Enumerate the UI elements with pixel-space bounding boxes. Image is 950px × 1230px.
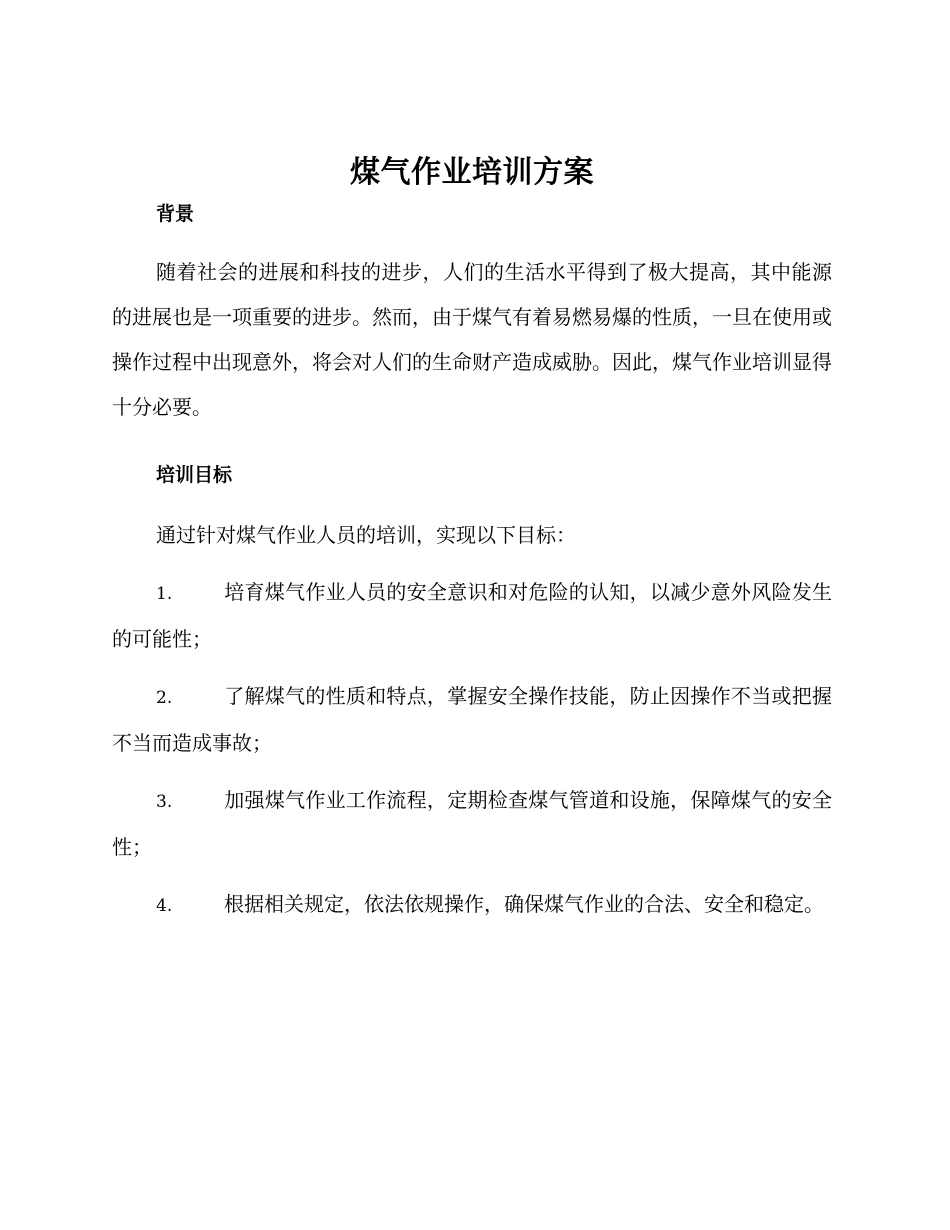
list-item-number: 3. xyxy=(156,792,173,812)
list-item-text: 培育煤气作业人员的安全意识和对危险的认知，以减少意外风险发生的可能性； xyxy=(112,580,832,651)
goals-intro-paragraph: 通过针对煤气作业人员的培训，实现以下目标： xyxy=(156,523,576,547)
list-item-number: 4. xyxy=(156,896,173,916)
list-item-text: 加强煤气作业工作流程，定期检查煤气管道和设施，保障煤气的安全性； xyxy=(112,788,832,859)
document-body xyxy=(112,150,832,929)
list-item xyxy=(112,778,832,870)
section-heading-background: 背景 xyxy=(156,203,195,225)
list-item-text: 了解煤气的性质和特点，掌握安全操作技能，防止因操作不当或把握不当而造成事故； xyxy=(112,684,832,755)
list-item-number: 2. xyxy=(156,688,173,708)
section-heading-goals: 培训目标 xyxy=(156,464,233,486)
document-title: 煤气作业培训方案 xyxy=(350,155,594,190)
list-item xyxy=(112,570,832,662)
list-item xyxy=(112,882,832,929)
list-item-text: 根据相关规定，依法依规操作，确保煤气作业的合法、安全和稳定。 xyxy=(224,892,824,916)
list-item xyxy=(112,674,832,766)
goals-list xyxy=(112,570,832,929)
list-item-number: 1. xyxy=(156,584,173,604)
background-paragraph: 随着社会的进展和科技的进步，人们的生活水平得到了极大提高，其中能源的进展也是一项重要的进步。然而，由于煤气有着易燃易爆的性质，一旦在使用或操作过程中出现意外，将会对人们的生命财产造成威胁。因此，煤气作业培训显得十分必要。 xyxy=(112,260,832,419)
